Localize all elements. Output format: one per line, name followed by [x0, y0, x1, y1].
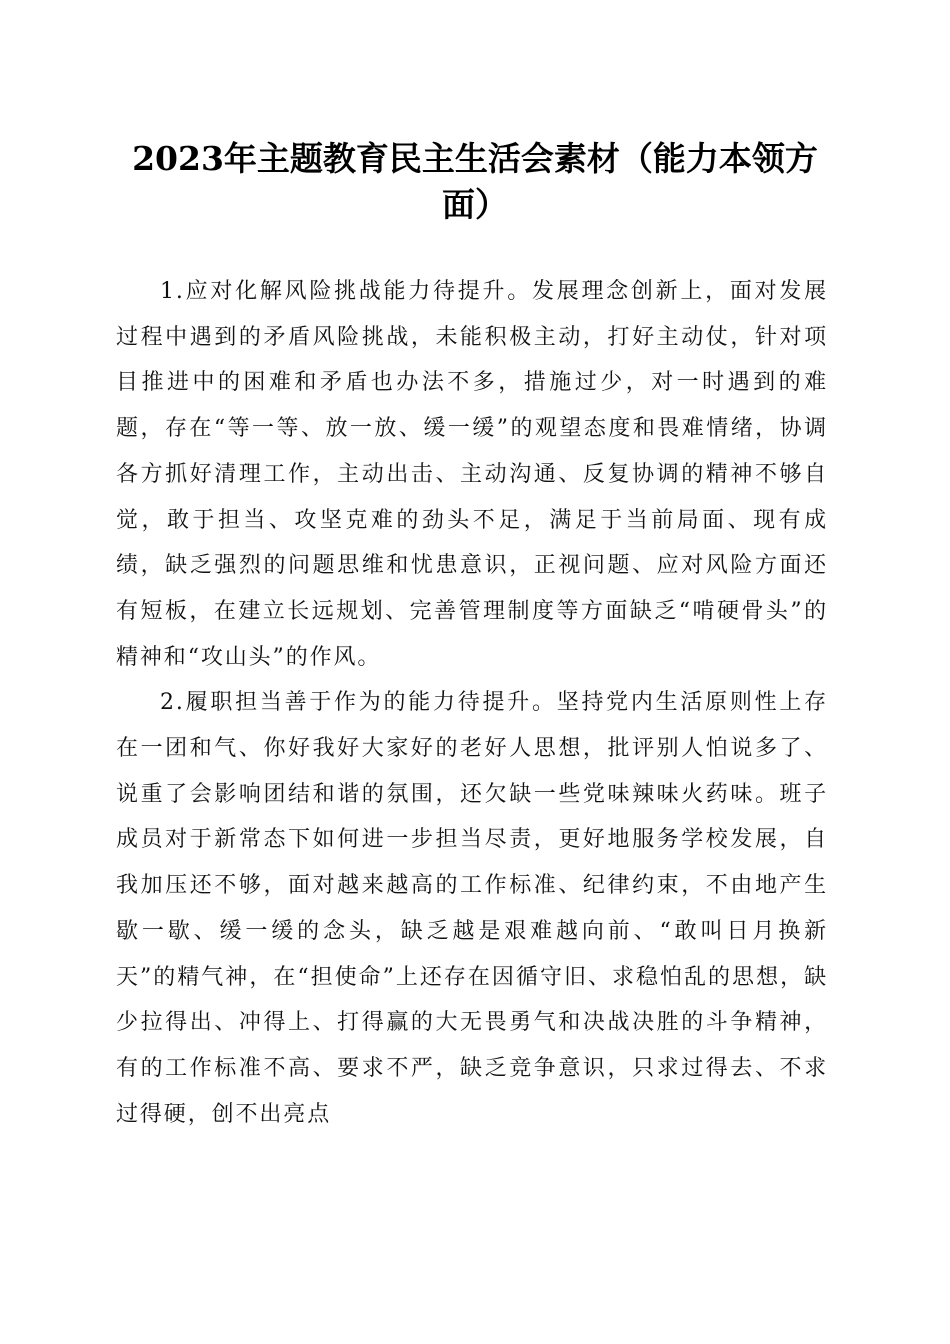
paragraph-1: 1.应对化解风险挑战能力待提升。发展理念创新上，面对发展过程中遇到的矛盾风险挑战，未能积极主动，打好主动仗，针对项目推进中的困难和矛盾也办法不多，措施过少，对一时遇到的难题，存在“等一等、放一放、缓一缓”的观望态度和畏难情绪，协调各方抓好清理工作，主动出击、主动沟通、反复协调的精神不够自觉，敢于担当、攻坚克难的劲头不足，满足于当前局面、现有成绩，缺乏强烈的问题思维和忧患意识，正视问题、应对风险方面还有短板，在建立长远规划、完善管理制度等方面缺乏“啃硬骨头”的精神和“攻山头”的作风。: [116, 279, 828, 670]
document-body: [116, 269, 828, 1137]
document-title: 2023年主题教育民主生活会素材（能力本领方面）: [132, 139, 818, 224]
paragraph-2: 2.履职担当善于作为的能力待提升。坚持党内生活原则性上存在一团和气、你好我好大家好的老好人思想，批评别人怕说多了、说重了会影响团结和谐的氛围，还欠缺一些党味辣味火药味。班子成员对于新常态下如何进一步担当尽责，更好地服务学校发展，自我加压还不够，面对越来越高的工作标准、纪律约束，不由地产生歇一歇、缓一缓的念头，缺乏越是艰难越向前、“敢叫日月换新天”的精气神，在“担使命”上还存在因循守旧、求稳怕乱的思想，缺少拉得出、冲得上、打得赢的大无畏勇气和决战决胜的斗争精神，有的工作标准不高、要求不严，缺乏竞争意识，只求过得去、不求过得硬，创不出亮点: [116, 690, 828, 1127]
